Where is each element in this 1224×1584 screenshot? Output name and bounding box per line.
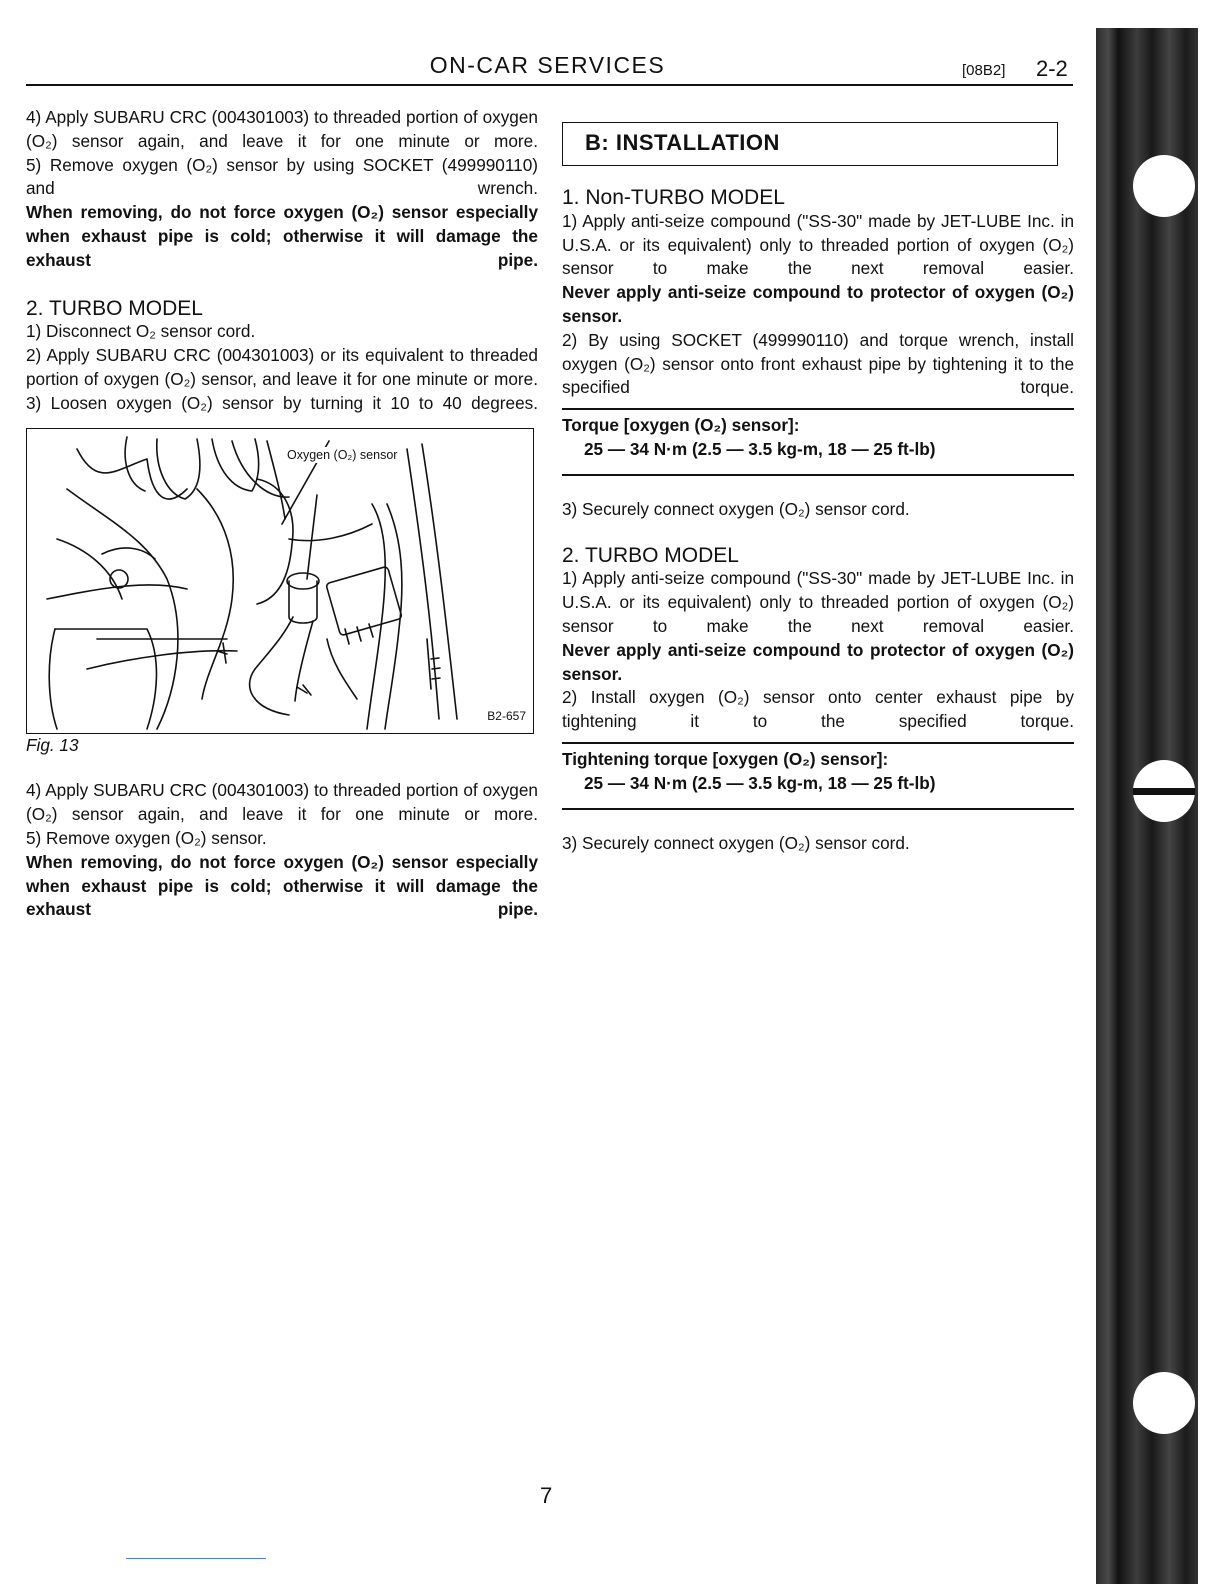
nonturbo-torque-value: 25 — 34 N·m (2.5 — 3.5 kg-m, 18 — 25 ft-lb): [584, 438, 936, 459]
turbo-torque-value: 25 — 34 N·m (2.5 — 3.5 kg-m, 18 — 25 ft-lb): [584, 772, 936, 793]
nonturbo-torque-label: Torque [oxygen (O₂) sensor]:: [562, 415, 800, 436]
left-warning-first: When removing, do not force oxygen (O₂) sensor especially when exhaust pipe is cold; otherwise it will damage the exhaust pipe.: [26, 202, 538, 270]
turbo-step-2: 2) Install oxygen (O₂) sensor onto center exhaust pipe by tightening it to the specified torque.: [562, 687, 1074, 732]
left-warning-second: When removing, do not force oxygen (O₂) sensor especially when exhaust pipe is cold; otherwise it will damage the exhaust pipe.: [26, 851, 538, 920]
left-turbo-step-1: 1) Disconnect O₂ sensor cord.: [26, 321, 256, 342]
turbo-warning: Never apply anti-seize compound to protector of oxygen (O₂) sensor.: [562, 639, 1074, 684]
left-step-5-second: 5) Remove oxygen (O₂) sensor.: [26, 827, 267, 848]
turbo-step-3: 3) Securely connect oxygen (O₂) sensor cord.: [562, 832, 910, 853]
installation-section-box: [562, 122, 1058, 166]
binder-hole-middle: [1133, 760, 1195, 822]
turbo-torque-spec: [562, 742, 1074, 810]
left-column: [26, 106, 538, 922]
left-turbo-heading: 2. TURBO MODEL: [26, 296, 203, 320]
page-header-title: ON-CAR SERVICES: [429, 52, 666, 78]
binder-hole-bottom: [1133, 1372, 1195, 1434]
right-column: [562, 122, 1074, 855]
turbo-heading: 2. TURBO MODEL: [562, 543, 739, 567]
nonturbo-step-1: 1) Apply anti-seize compound ("SS-30" made by JET-LUBE Inc. in U.S.A. or its equivalent) only to threaded portion of oxygen (O₂) sensor to make the next removal easier.: [562, 210, 1074, 279]
nonturbo-step-2: 2) By using SOCKET (499990110) and torque wrench, install oxygen (O₂) sensor onto front exhaust pipe by tightening it to the specified torque.: [562, 329, 1074, 398]
engine-bay-drawing: [27, 429, 533, 733]
page-number: 7: [540, 1483, 553, 1508]
figure-id: B2-657: [487, 708, 526, 723]
installation-section-title: B: INSTALLATION: [585, 130, 780, 155]
left-step-4-second: 4) Apply SUBARU CRC (004301003) to threaded portion of oxygen (O₂) sensor again, and leave it for one minute or more.: [26, 780, 538, 825]
nonturbo-heading: 1. Non-TURBO MODEL: [562, 186, 785, 209]
nonturbo-torque-spec: [562, 408, 1074, 476]
left-step-4-first: 4) Apply SUBARU CRC (004301003) to threaded portion of oxygen (O₂) sensor again, and leave it for one minute or more.: [26, 107, 538, 151]
figure-13-illustration: [26, 428, 534, 734]
left-turbo-step-3: 3) Loosen oxygen (O₂) sensor by turning it 10 to 40 degrees.: [26, 392, 538, 413]
figure-callout-oxygen-sensor: Oxygen (O₂) sensor: [287, 447, 398, 462]
figure-caption: Fig. 13: [26, 734, 79, 755]
nonturbo-warning: Never apply anti-seize compound to protector of oxygen (O₂) sensor.: [562, 282, 1074, 326]
footer-rule: [126, 1558, 266, 1559]
nonturbo-step-3: 3) Securely connect oxygen (O₂) sensor cord.: [562, 498, 910, 519]
binder-hole-top: [1133, 155, 1195, 217]
left-step-5-first: 5) Remove oxygen (O₂) sensor by using SOCKET (499990110) and wrench.: [26, 154, 538, 199]
header-rule: [26, 84, 1073, 86]
page-header-ref: 2-2: [1036, 56, 1068, 81]
turbo-torque-label: Tightening torque [oxygen (O₂) sensor]:: [562, 748, 889, 769]
left-turbo-step-2: 2) Apply SUBARU CRC (004301003) or its equivalent to threaded portion of oxygen (O₂) sensor, and leave it for one minute or more.: [26, 345, 538, 389]
turbo-step-1: 1) Apply anti-seize compound ("SS-30" made by JET-LUBE Inc. in U.S.A. or its equivalent) only to threaded portion of oxygen (O₂) sensor to make the next removal easier.: [562, 568, 1074, 636]
page-header-code: [08B2]: [962, 62, 1006, 79]
